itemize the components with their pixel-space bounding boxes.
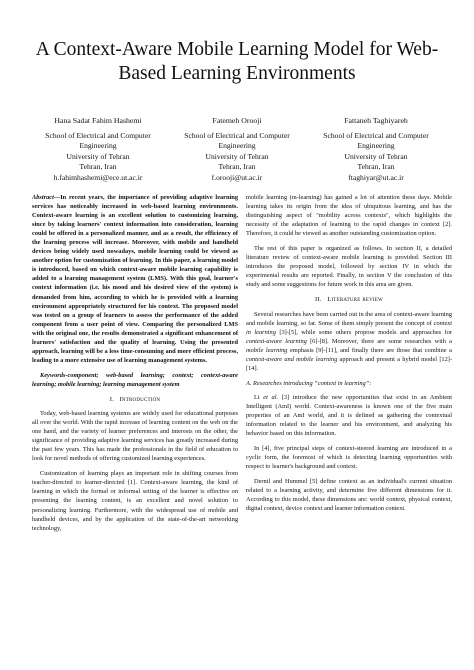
text-run: emphasis [9]-[11], and finally there are those that combine a	[287, 346, 452, 354]
text-run: [6]-[8]. Moreover, there are some researches with a	[306, 337, 453, 345]
author-name: Hana Sadat Fahim Hashemi	[54, 116, 142, 125]
text-run: [3] introduce the new opportunities that exist in an Ambient Intelligent (AmI) world. Context-awareness is known one of the five main properties of an AmI world, and it is defined as gathering the contextual information related to the learner and his environment, and analyzing his behavior based on this information.	[246, 393, 453, 438]
author-school: School of Electrical and Computer Engineering	[184, 130, 290, 151]
author-email: ftaghiyar@ut.ac.ir	[348, 172, 404, 182]
text-run: approach and present a hybrid model [12]-[14].	[246, 355, 453, 372]
author-1	[34, 116, 162, 184]
author-2	[173, 116, 301, 184]
author-name: Fattaneh Taghiyareh	[344, 116, 408, 125]
intro-paragraph-1: Today, web-based learning systems are widely used for educational purposes all over the world. With the rapid increase of learning content on the web on the one hand, and the variety of learner preferences and interests on the other, the significance of providing adaptive learning services has greatly increased during the past few years. This has made the professionals in the field of education to look for novel methods of offering customized learning experiences.	[32, 410, 238, 463]
left-column	[32, 193, 238, 539]
author-3	[312, 116, 440, 184]
author-university: University of Tehran	[205, 151, 269, 161]
subsection-heading-a: A. Researches introducing “context in learning”:	[246, 379, 372, 387]
text-run-italic: context-aware and mobile learning	[246, 355, 338, 363]
literature-paragraph-3: In [4], five principal steps of context-steered learning are introduced in a cyclic form, the foremost of which is detecting learning opportunities with respect to learner's background and context.	[246, 445, 452, 471]
abstract	[32, 193, 238, 365]
text-run-italic: context in learning	[246, 319, 452, 336]
literature-paragraph-1	[246, 310, 452, 373]
section-title: Introduction	[119, 395, 161, 403]
keywords: Keywords-component; web-based learning; context; context-aware learning; mobile learning; learning management system	[32, 371, 238, 388]
section-number: I.	[109, 395, 114, 403]
author-location: Tehran, Iran	[357, 162, 395, 172]
author-location: Tehran, Iran	[79, 162, 117, 172]
text-run-italic: mobile learning	[246, 346, 288, 354]
author-email: f.orooji@ut.ac.ir	[211, 172, 263, 182]
author-university: University of Tehran	[66, 151, 130, 161]
text-run: [3]-[5], while some others propose models and approaches for	[275, 328, 452, 336]
abstract-label: Abstract	[32, 194, 54, 201]
author-school: School of Electrical and Computer Engineering	[323, 130, 429, 151]
section-heading-introduction	[32, 395, 238, 404]
author-name: Fatemeh Orooji	[212, 116, 262, 125]
author-school: School of Electrical and Computer Engineering	[45, 130, 151, 151]
intro-paragraph-3: mobile learning (m-learning) has gained a lot of attention these days. Mobile learning takes its origin from the idea of ubiquitous learning, and has the distinguishing aspect of "mobility across contexts", which highlights the necessity of the adaptation of learning to the rapid changes in context [2]. Therefore, it could be viewed as another outstanding customization option.	[246, 194, 452, 238]
literature-paragraph-2	[246, 393, 452, 438]
abstract-text: —In recent years, the importance of providing adaptive learning services has noticeably increased in web-based learning environments. Context-aware learning is an excellent solution to customizing learning, since by taking learners' context information into consideration, learning could be offered in a personalized manner, and as a result, the efficiency of the learning process will increase. Moreover, with mobile and handheld devices being widely used nowadays, mobile learning could be viewed as another option for customization of learning. In this paper, a learning model is introduced, based on which context-aware mobile learning capability is added to a learning management system (LMS). With this goal, learner's context information (i.e. his mood and his desired view of the system) is demanded from him, according to which he is provided with a learning environment appropriately structured for his context. The proposed model was tested on a group of learners to assess the performance of the added component from a user point of view. Comparing the personalized LMS with the original one, the results demonstrated a significant enhancement of learners' satisfaction and the quality of learning. Using the presented approach, learning will be a less time-consuming and more efficient process, leading to a more extensive use of learning management systems.	[32, 194, 238, 364]
author-email: h.fahimhashemi@ece.ut.ac.ir	[53, 172, 143, 182]
intro-paragraph-2: Customization of learning plays an important role in shifting courses from teacher-directed to learner-directed [1]. Context-aware learning, the kind of learning in which the formal or informal setting of the learner is effective on presenting the learning content, is an excellent and novel solution to personalizing learning. Furthermore, with the widespread use of mobile and handheld devices, and by the application of the state-of-the-art networking technology,	[32, 470, 238, 532]
literature-paragraph-4: Derntl and Hummel [5] define context as an individual's current situation related to a learning activity, and determine five different dimensions for it. According to this model, these dimensions are: world context, physical context, digital context, device context and learner information context.	[246, 478, 452, 513]
paper-title: A Context-Aware Mobile Learning Model for Web-Based Learning Environments	[35, 39, 439, 84]
section-heading-literature-review	[246, 295, 452, 304]
text-run: Several researches have been carried out in the area of context-aware learning and mobile learning, so far. Some of them simply present the concept of	[246, 310, 452, 327]
author-block	[34, 116, 440, 184]
text-run: Li	[254, 393, 264, 401]
section-number: II.	[315, 296, 322, 304]
intro-paragraph-4: The rest of this paper is organized as follows. In section II, a detailed literature review of context-aware mobile learning is provided. Section III introduces the proposed model, followed by section IV in which the experimental results are reported. Finally, in section V the conclusion of this study and some suggestions for future work in this area are given.	[246, 245, 452, 289]
text-run-italic: context-aware learning	[246, 337, 307, 345]
text-run-italic: et al.	[263, 393, 279, 401]
right-column	[246, 193, 452, 519]
author-location: Tehran, Iran	[218, 162, 256, 172]
author-university: University of Tehran	[344, 151, 408, 161]
section-title: Literature review	[327, 296, 383, 304]
